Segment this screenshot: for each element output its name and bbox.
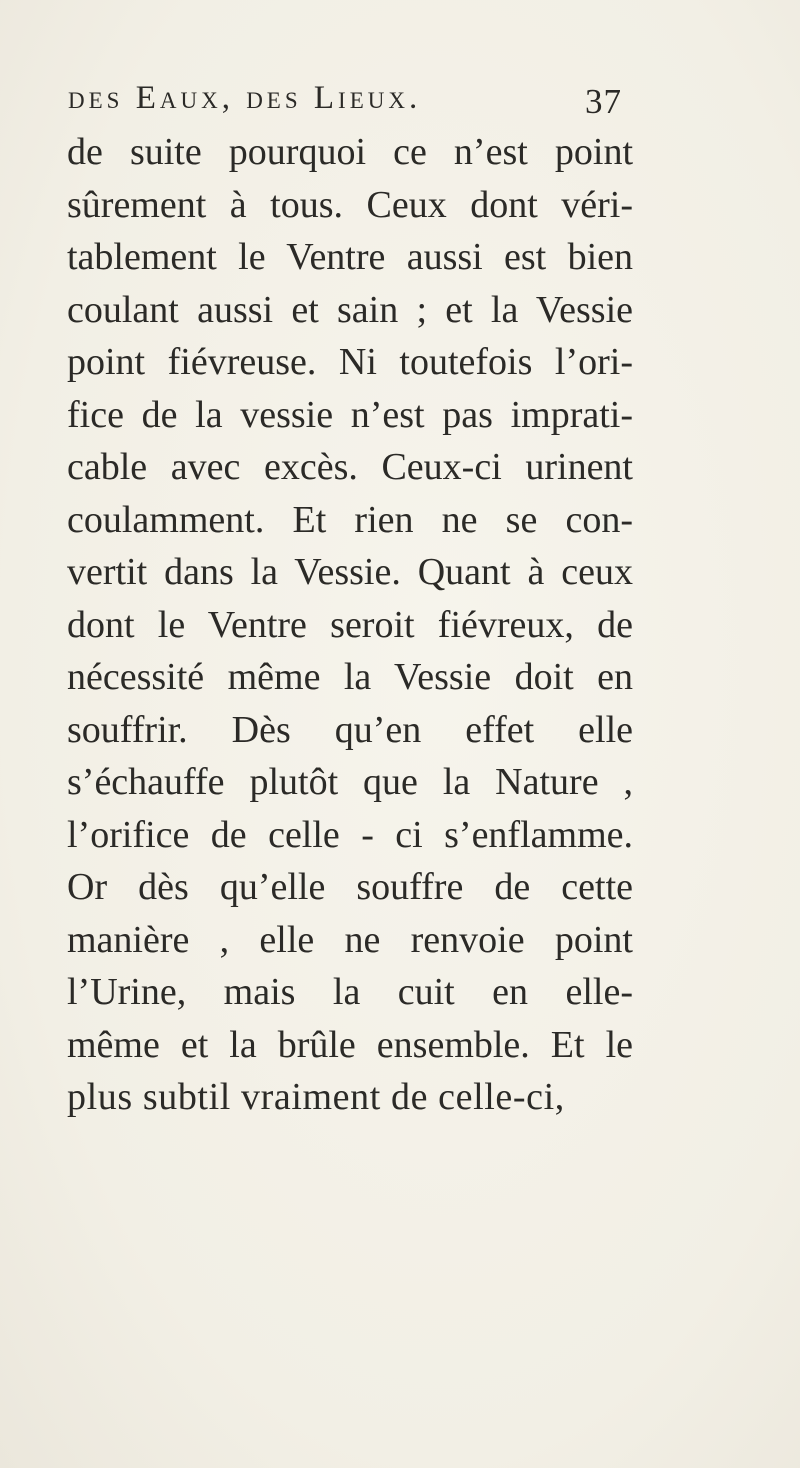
page-number: 37 xyxy=(585,82,622,121)
text-line: l’Urine, mais la cuit en elle- xyxy=(67,971,633,1013)
text-line: cable avec excès. Ceux-ci urinent xyxy=(67,446,633,488)
text-line: s’échauffe plutôt que la Nature , xyxy=(67,761,633,803)
running-head xyxy=(60,70,630,126)
text-line: fice de la vessie n’est pas imprati- xyxy=(67,393,633,436)
text-line: plus subtil vraiment de celle-ci, xyxy=(67,1076,565,1118)
text-line: coulant aussi et sain ; et la Vessie xyxy=(67,288,633,331)
text-line: même et la brûle ensemble. Et le xyxy=(67,1023,633,1066)
text-line: tablement le Ventre aussi est bien xyxy=(67,236,633,278)
text-line: de suite pourquoi ce n’est point xyxy=(67,131,633,173)
text-line: vertit dans la Vessie. Quant à ceux xyxy=(67,551,633,593)
text-line: dont le Ventre seroit fiévreux, de xyxy=(67,603,633,646)
text-line: manière , elle ne renvoie point xyxy=(67,918,633,961)
text-line: point fiévreuse. Ni toutefois l’ori- xyxy=(67,341,633,383)
text-line: sûrement à tous. Ceux dont véri- xyxy=(67,183,633,226)
text-line: coulamment. Et rien ne se con- xyxy=(67,498,633,541)
text-line: Or dès qu’elle souffre de cette xyxy=(67,866,633,908)
text-line: nécessité même la Vessie doit en xyxy=(67,656,633,698)
text-line: souffrir. Dès qu’en effet elle xyxy=(67,708,633,751)
text-line: l’orifice de celle - ci s’enflamme. xyxy=(67,813,633,856)
running-head-title: des Eaux, des Lieux. xyxy=(68,80,422,116)
body-text xyxy=(67,126,633,1124)
